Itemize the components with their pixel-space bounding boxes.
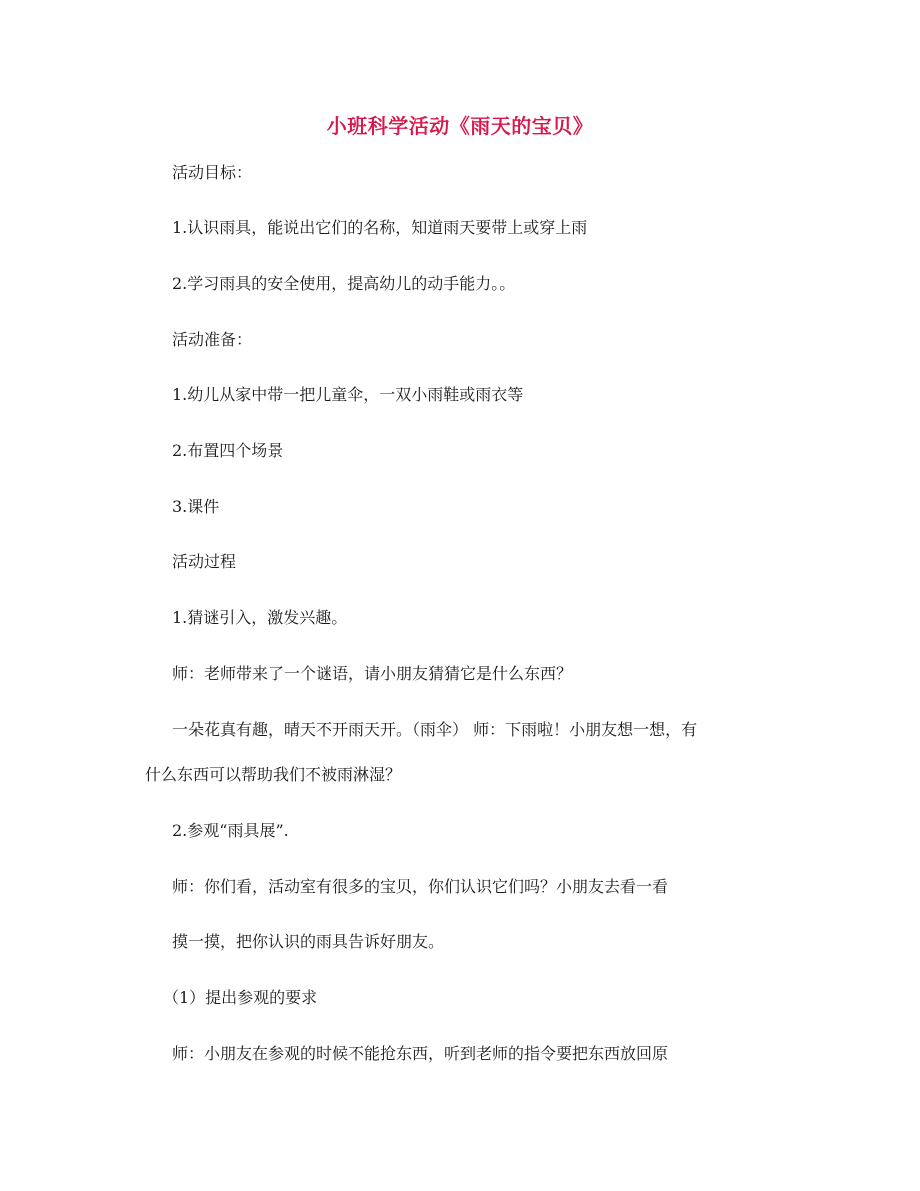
paragraph-process-1: 1.猜谜引入，激发兴趣。 — [172, 608, 348, 627]
paragraph-teacher-rules: 师：小朋友在参观的时候不能抢东西，听到老师的指令要把东西放回原 — [172, 1044, 669, 1063]
paragraph-requirement: （1）提出参观的要求 — [163, 988, 318, 1007]
paragraph-touch: 摸一摸，把你认识的雨具告诉好朋友。 — [172, 932, 445, 951]
paragraph-teacher-riddle: 师：老师带来了一个谜语，请小朋友猜猜它是什么东西？ — [172, 664, 573, 683]
paragraph-prep-3: 3.课件 — [172, 497, 220, 516]
paragraph-goal-2: 2.学习雨具的安全使用，提高幼儿的动手能力。。 — [172, 274, 516, 293]
paragraph-riddle-line-2: 什么东西可以帮助我们不被雨淋湿？ — [145, 765, 402, 784]
paragraph-prep-2: 2.布置四个场景 — [172, 441, 284, 460]
paragraph-prep-heading: 活动准备： — [172, 330, 253, 349]
paragraph-process-heading: 活动过程 — [172, 552, 237, 571]
paragraph-prep-1: 1.幼儿从家中带一把儿童伞，一双小雨鞋或雨衣等 — [172, 385, 524, 404]
paragraph-goals-heading: 活动目标： — [172, 163, 253, 182]
paragraph-goal-1: 1.认识雨具，能说出它们的名称，知道雨天要带上或穿上雨 — [172, 218, 588, 237]
paragraph-teacher-look: 师：你们看，活动室有很多的宝贝，你们认识它们吗？小朋友去看一看 — [172, 877, 669, 896]
paragraph-process-2: 2.参观“雨具展”. — [172, 821, 289, 840]
paragraph-riddle-line-1: 一朵花真有趣，晴天不开雨天开。（雨伞） 师：下雨啦！小朋友想一想，有 — [172, 720, 698, 739]
document-title: 小班科学活动《雨天的宝贝》 — [326, 114, 594, 138]
